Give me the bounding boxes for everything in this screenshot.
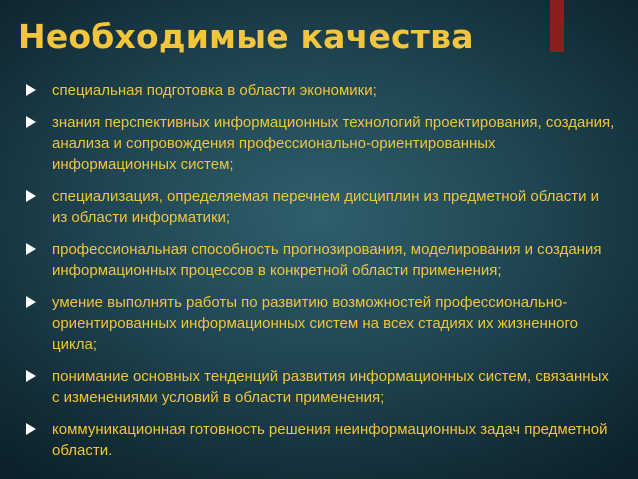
bullet-item [26,419,618,461]
bullet-item [26,239,618,281]
bullet-text: умение выполнять работы по развитию возможностей профессионально-ориентированных информационных систем на всех стадиях их жизненного цикла; [52,294,578,353]
slide-title: Необходимые качества [18,17,474,56]
bullet-text: специализация, определяемая перечнем дисциплин из предметной области и из области информатики; [52,188,600,226]
bullet-item [26,186,618,228]
arrow-right-icon [26,243,36,255]
arrow-right-icon [26,116,36,128]
bullet-text: коммуникационная готовность решения неинформационных задач предметной области. [52,421,608,459]
arrow-right-icon [26,190,36,202]
bullet-text: знания перспективных информационных технологий проектирования, создания, анализа и сопровождения профессионально-ориентированных информационных систем; [52,114,615,173]
bullet-item [26,112,618,175]
bullet-item [26,366,618,408]
accent-bar [550,0,564,52]
bullet-item [26,292,618,355]
bullet-list [26,80,618,472]
arrow-right-icon [26,423,36,435]
arrow-right-icon [26,84,36,96]
arrow-right-icon [26,296,36,308]
bullet-text: понимание основных тенденций развития информационных систем, связанных с изменениями условий в области применения; [52,368,609,406]
arrow-right-icon [26,370,36,382]
bullet-text: специальная подготовка в области экономики; [52,82,377,99]
bullet-item [26,80,618,101]
bullet-text: профессиональная способность прогнозирования, моделирования и создания информационных процессов в конкретной области применения; [52,241,602,279]
